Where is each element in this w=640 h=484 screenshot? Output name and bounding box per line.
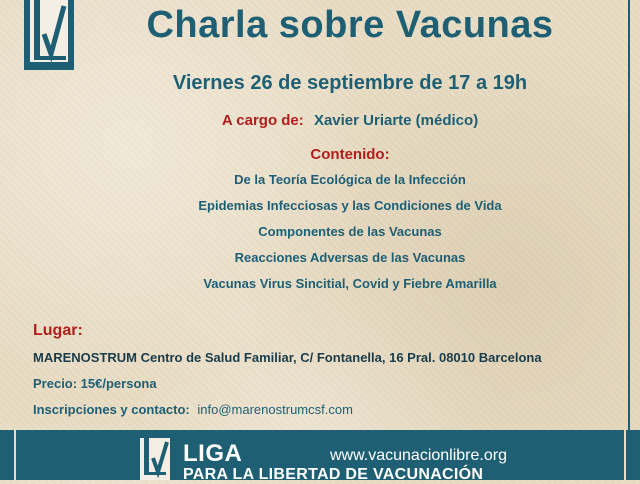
contents-label: Contenido:	[310, 146, 390, 163]
topic-item: Epidemias Infecciosas y las Condiciones de Vida	[198, 198, 502, 213]
contact-line	[33, 402, 353, 417]
topics-list	[0, 171, 640, 301]
topic-item: Reacciones Adversas de las Vacunas	[234, 250, 466, 265]
page-title: Charla sobre Vacunas	[146, 4, 554, 46]
website-link[interactable]: www.vacunacionlibre.org	[330, 447, 507, 464]
liga-logo-small-icon	[140, 438, 174, 480]
right-border-rule	[628, 0, 630, 430]
speaker-label: A cargo de:	[221, 112, 304, 129]
topic-item: Vacunas Virus Sincitial, Covid y Fiebre Amarilla	[203, 276, 497, 291]
event-date: Viernes 26 de septiembre de 17 a 19h	[172, 72, 528, 94]
price-text: Precio: 15€/persona	[33, 376, 157, 391]
org-short-name: LIGA	[183, 440, 243, 467]
topic-item: Componentes de las Vacunas	[258, 224, 442, 239]
speaker-line	[0, 112, 640, 129]
speaker-name: Xavier Uriarte (médico)	[313, 112, 479, 129]
contact-email-link[interactable]: info@marenostrumcsf.com	[197, 402, 353, 417]
venue-label: Lugar:	[33, 322, 83, 339]
venue-address: MARENOSTRUM Centro de Salud Familiar, C/ Fontanella, 16 Pral. 08010 Barcelona	[33, 350, 542, 365]
org-full-name: PARA LA LIBERTAD DE VACUNACIÓN	[183, 466, 484, 483]
contact-label: Inscripciones y contacto:	[33, 402, 190, 417]
topic-item: De la Teoría Ecológica de la Infección	[234, 172, 466, 187]
